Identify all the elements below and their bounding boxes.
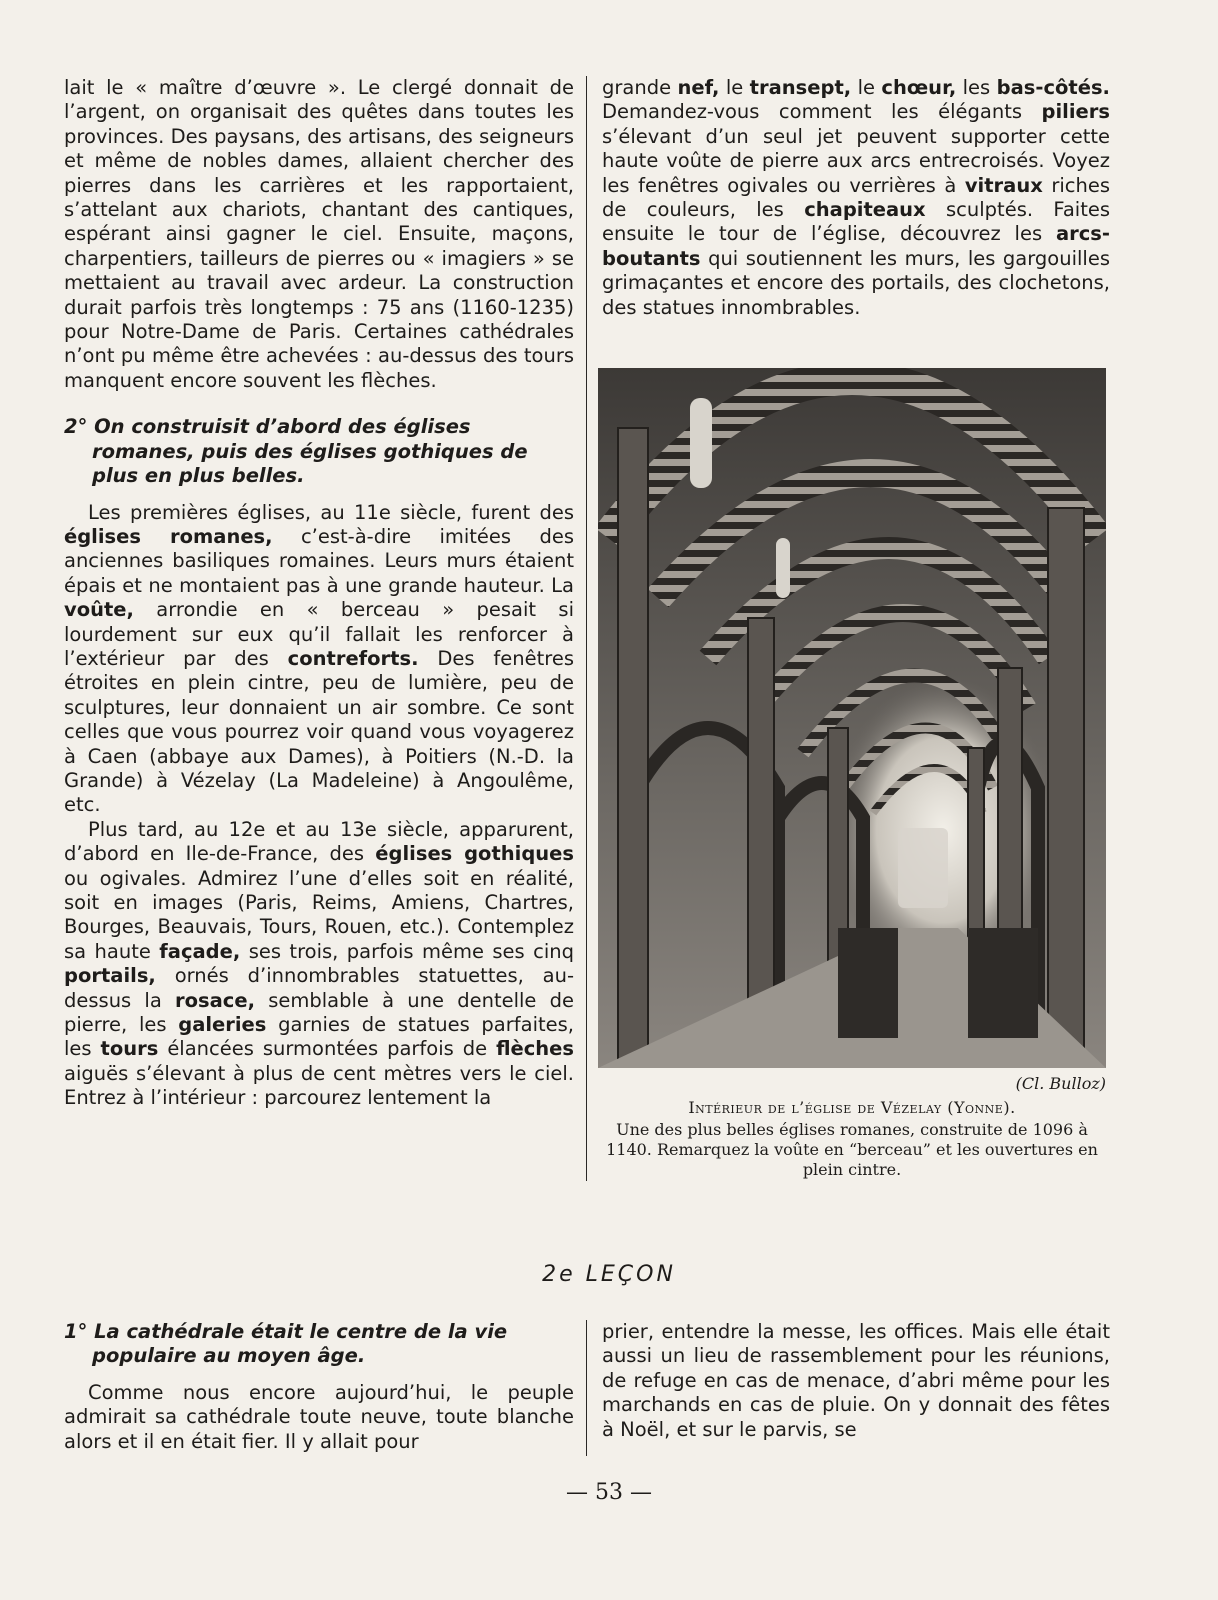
left-column	[64, 76, 574, 1111]
section-heading-romanes-gothiques: 2° On construisit d’abord des églises romanes, puis des églises gothiques de plus en plus belles.	[64, 415, 528, 488]
church-interior-illustration	[598, 368, 1106, 1068]
page-number: — 53 —	[566, 1480, 652, 1505]
lesson-title: 2e LEÇON	[542, 1262, 676, 1287]
lesson-right-column	[602, 1320, 1110, 1442]
column-divider	[586, 76, 587, 1181]
lesson-paragraph-right: prier, entendre la messe, les offices. Mais elle était aussi un lieu de rassemblement pour les réunions, de refuge en cas de menace, d’abri même pour les marchands en cas de pluie. On y donnait des fêtes à Noël, et sur le parvis, se	[602, 1320, 1110, 1441]
right-column	[602, 76, 1110, 320]
lesson-left-column	[64, 1320, 574, 1454]
paragraph-eglises-romanes: Les premières églises, au 11e siècle, furent des églises romanes, c’est-à-dire imitées des anciennes basiliques romaines. Leurs murs étaient épais et ne montaient pas à une grande hauteur. La voûte, arrondie en « berceau » pesait si lourdement sur eux qu’il fallait les renforcer à l’extérieur par des contreforts. Des fenêtres étroites en plein cintre, peu de lumière, peu de sculptures, leur donnaient un air sombre. Ce sont celles que vous pourrez voir quand vous voyagerez à Caen (abbaye aux Dames), à Poitiers (N.-D. la Grande) à Vézelay (La Madeleine) à Angoulême, etc.	[64, 500, 574, 817]
column-divider-lesson	[586, 1320, 587, 1456]
paragraph-eglises-gothiques: Plus tard, au 12e et au 13e siècle, apparurent, d’abord en Ile-de-France, des églises gothiques ou ogivales. Admirez l’une d’elles soit en réalité, soit en images (Paris, Reims, Amiens, Chartres, Bourges, Beauvais, Tours, Rouen, etc.). Contemplez sa haute façade, ses trois, parfois même ses cinq portails, ornés d’innombrables statuettes, au-dessus la rosace, semblable à une dentelle de pierre, les galeries garnies de statues parfaites, les tours élancées surmontées parfois de flèches aiguës s’élevant à plus de cent mètres vers le ciel. Entrez à l’intérieur : parcourez lentement la	[64, 817, 575, 1110]
photo-credit: (Cl. Bulloz)	[1015, 1074, 1106, 1093]
photo-caption: Une des plus belles églises romanes, construite de 1096 à 1140. Remarquez la voûte en “berceau” et les ouvertures en plein cintre.	[606, 1120, 1098, 1179]
vezelay-nave-photo	[598, 368, 1106, 1068]
paragraph-construction: lait le « maître d’œuvre ». Le clergé donnait de l’argent, on organisait des quêtes dans toutes les provinces. Des paysans, des artisans, des seigneurs et même de nobles dames, allaient chercher des pierres dans les carrières et les rapportaient, s’attelant aux chariots, chantant des cantiques, espérant ainsi gagner le ciel. Ensuite, maçons, charpentiers, tailleurs de pierres ou « imagiers » se mettaient au travail avec ardeur. La construction durait parfois très longtemps : 75 ans (1160-1235) pour Notre-Dame de Paris. Certaines cathédrales n’ont pu même être achevées : au-dessus des tours manquent encore souvent les flèches.	[64, 76, 574, 392]
photo-title: Intérieur de l’église de Vézelay (Yonne).	[688, 1098, 1016, 1117]
lesson-heading: 1° La cathédrale était le centre de la vie populaire au moyen âge.	[64, 1320, 508, 1368]
lesson-paragraph-left: Comme nous encore aujourd’hui, le peuple admirait sa cathédrale toute neuve, toute blanche alors et il en était fier. Il y allait pour	[64, 1380, 574, 1453]
paragraph-interieur: grande nef, le transept, le chœur, les bas-côtés. Demandez-vous comment les élégants piliers s’élevant d’un seul jet peuvent supporter cette haute voûte de pierre aux arcs entrecroisés. Voyez les fenêtres ogivales ou verrières à vitraux riches de couleurs, les chapiteaux sculptés. Faites ensuite le tour de l’église, découvrez les arcs-boutants qui soutiennent les murs, les gargouilles grimaçantes et encore des portails, des clochetons, des statues innombrables.	[602, 76, 1111, 319]
